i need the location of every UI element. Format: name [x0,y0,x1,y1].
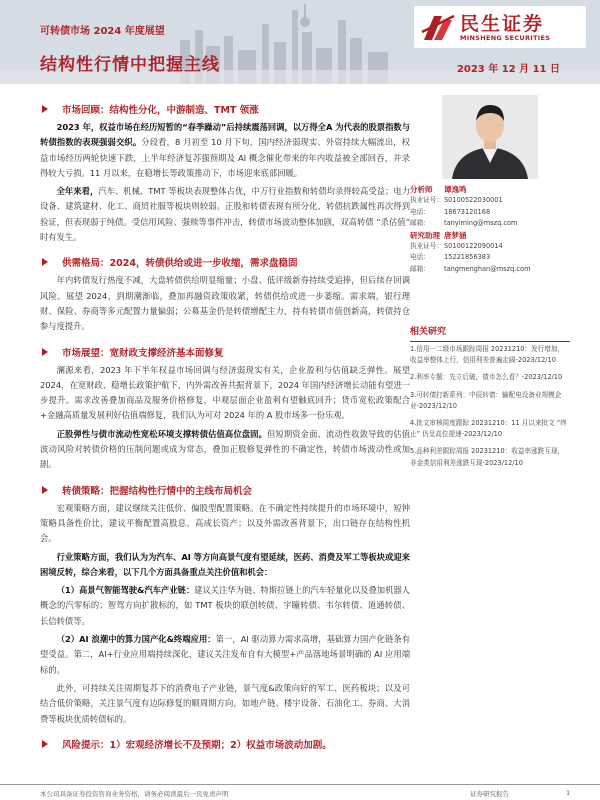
analyst-email[interactable]: 邮箱： tanyiming@mszq.com [410,219,518,228]
section-heading: 市场展望：宽财政支撑经济基本面修复 [40,345,410,359]
arrow-icon [42,105,48,113]
paragraph: 此外，可持续关注周期复苏下的消费电子产业链，景气度&政策向好的军工、医药板块；以及可结合低价策略，关注景气度有边际修复的顺周期方向，如地产链、楼宇设备、石油化工、券商、大消费等板块优质转债标的。 [40,682,410,724]
paragraph: 行业策略方面，我们认为为汽车、AI 等方向高景气度有望延续，医药、消费及军工等板块或迎来困境反转，综合来看，以下几个方面具备重点关注价值和机会： [40,551,410,577]
paragraph: （2）AI 浪潮中的算力国产化&终端应用：第一，AI 驱动算力需求高增，基础算力国产化链条有望受益。第二，AI+行业应用端持续深化，建议关注发布自有大模型+产品落地场景明确的 AI 应用端标的。 [40,634,410,675]
section-heading: 供需格局：2024，转债供给或进一步收缩，需求盘稳固 [40,255,410,269]
paragraph: 正股弹性与债市流动性宽松环境支撑转债估值高位盘固。但短期资金面、流动性收敛导致的估值波动风险对转债价格的压制问题或成为常态，叠加正股修复弹性的不确定性，转债市场波动性或加剧。 [40,428,410,470]
analyst-info [410,184,570,275]
header-banner [0,0,600,84]
arrow-icon [42,740,48,748]
brand-logo [414,6,586,48]
paragraph: 年内转债发行热度不减，大盘转债供给明显缩量；小盘、低评级新券持续受追捧，但后续存回调风险。展望 2024，到期潮渐临，叠加再融资政策收紧，转债供给或进一步萎缩。需求端，银行理财、保险、券商等多元配置力量偏弱；公募基金仍是转债增配主力，持有转债市值创新高，转债持仓参与度提升。 [40,275,410,332]
paragraph: 澜源来看，2023 年下半年权益市场回调与经济弱现实有关，企业盈利与估值缺乏弹性。展望 2024，在宽财政、稳增长政策护航下，内外需改善共振背景下，2024 年国内经济增长动能有望进一步提升。需求改善叠加商品及服务价格修复，中观层面企业盈利有望触底回升；货币宽松政策配合+金融高质量发展利好估值端修复，我们认为可对 2024 年的 A 股市场多一份乐观。 [40,364,410,421]
related-item[interactable]: 3.可转债打新系列：中辰转债：输配电设备业规模企业-2023/12/10 [410,390,562,410]
related-research-title: 相关研究 [410,324,570,342]
section-heading: 风险提示：1）宏观经济增长不及预期；2）权益市场波动加剧。 [40,737,410,751]
analyst-name-row: 研究助理 唐梦涵 [410,230,467,240]
logo-mark-icon [420,10,456,44]
disclaimer-text: 本公司具备证券投资咨询业务资格，请务必阅读最后一页免责声明 [40,790,229,798]
analyst-detail: 电话： 18673120168 [410,207,491,216]
related-item[interactable]: 2.利率专题：先立后破，债市怎么看？-2023/12/10 [410,373,563,382]
paragraph: 全年来看，汽车、机械、TMT 等板块表现整体占优，中万行业指数和转债均录得较高受益；电力设备、建筑建材、化工、商贸社服等板块则较弱。正股和转债表现有所分化，转债抗跌属性再次得到验证，但表现弱于纯债。受信用风险、强赎等事件冲击，转债市场波动整体加剧，双高转债 “杀估值” 时有发生。 [40,186,410,243]
analyst-email[interactable]: 邮箱： tangmenghan@mszq.com [410,264,531,273]
related-item[interactable]: 1.信用一二级市场跟踪周报 20231210：发行增加，收益率整体上行，信用利差普遍走阔-2023/12/10 [410,345,565,365]
related-research-list [410,344,570,475]
page-footer [0,784,600,800]
logo-text-en: MINSHENG SECURITIES [460,34,551,42]
report-type: 证券研究报告 [470,790,509,798]
related-item[interactable]: 4.批文审核周度跟踪 20231210：11 月以来批文 “终止” 仍呈高位提速-2023/12/10 [410,419,567,439]
arrow-icon [42,486,48,494]
logo-text-cn: 民生证券 [460,13,545,35]
arrow-icon [42,258,48,266]
section-heading: 市场回顾：结构性分化，中游制造、TMT 领涨 [40,102,410,116]
report-title: 结构性行情中把握主线 [40,55,220,75]
arrow-icon [42,348,48,356]
analyst-detail: 电话： 15221856383 [410,253,491,262]
analyst-name-row: 分析师 谭逸鸣 [410,185,467,194]
report-series: 可转债市场 2024 年度展望 [40,26,165,37]
analyst-photo [442,95,538,179]
person-image [442,95,538,179]
paragraph: 2023 年，权益市场在经历短暂的“春季躁动”后持续震荡回调，以万得全A 为代表的股票指数与转债指数的表现强弱交织。分段看，8 月初至 10 月下旬，国内经济弱现实、外资持续大幅流出，权益市场经历两轮快速下跌，上半年经济复苏强预期及 AI 概念催化带来的年内收益被全部回吞，并录得较大亏损。11 月以来，在稳增长等政策推动下，市场迎来底部回暖。 [40,122,410,178]
page-number: 1 [566,789,571,797]
paragraph: 宏观策略方面，建议继续关注低价、偏股型配置策略。在不确定性持续提升的市场环境中，短钟策略具备性价比，建议平衡配置高股息、高成长资产；以及外需改善背景下，出口链存在结构性机会。 [40,502,410,544]
section-heading: 转债策略：把握结构性行情中的主线布局机会 [40,483,410,497]
analyst-detail: 执业证号： S0100522030001 [410,196,503,205]
related-item[interactable]: 5.品种利差跟踪周报 20231210：收益率涨跌互现，非金类信用利差涨跌互现-2023/12/10 [410,447,565,467]
report-date: 2023 年 12 月 11 日 [456,64,560,75]
main-content [40,96,410,755]
analyst-detail: 执业证号： S0100122090014 [410,241,503,250]
paragraph: （1）高景气智能驾驶&汽车产业链：建议关注华为链、特斯拉链上的汽车轻量化以及叠加机器人概念的汽零标的；智驾方向扩散标的，如 TMT 板块的联创转债、宇瞳转债、韦尔转债、道通转债、长信转债等。 [40,585,410,626]
